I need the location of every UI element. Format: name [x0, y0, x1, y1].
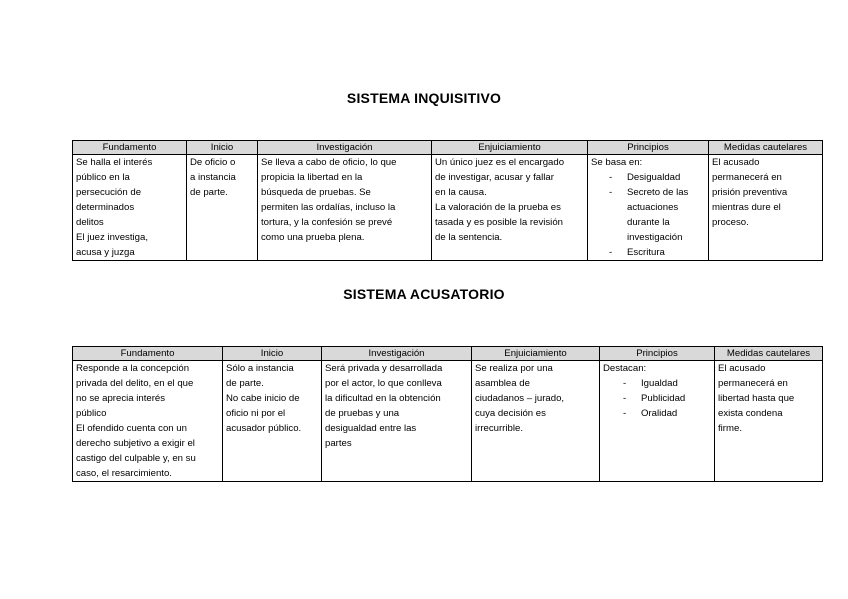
text-line: propicia la libertad en la — [261, 172, 363, 183]
text-line: proceso. — [712, 217, 749, 228]
text-line: libertad hasta que — [718, 393, 795, 404]
header-principios: Principios — [588, 141, 709, 155]
text-line: oficio ni por el — [226, 408, 286, 419]
text-line: permiten las ordalías, incluso la — [261, 202, 396, 213]
text-line: desigualdad entre las — [325, 423, 417, 434]
text-line: cuya decisión es — [475, 408, 546, 419]
text-line: prisión preventiva — [712, 187, 788, 198]
text-line: La valoración de la prueba es — [435, 202, 561, 213]
text-line: Sólo a instancia — [226, 363, 294, 374]
text-line: Se realiza por una — [475, 363, 553, 374]
cell-principios — [600, 361, 715, 482]
list-item: - Desigualdad — [591, 170, 705, 185]
text-line: permanecerá en — [718, 378, 788, 389]
header-fundamento: Fundamento — [73, 141, 187, 155]
header-inicio: Inicio — [187, 141, 258, 155]
text-line: por el actor, lo que conlleva — [325, 378, 442, 389]
header-fundamento: Fundamento — [73, 347, 223, 361]
header-inicio: Inicio — [223, 347, 322, 361]
cell-medidas-cautelares — [715, 361, 823, 482]
text-line: la dificultad en la obtención — [325, 393, 441, 404]
cell-inicio — [223, 361, 322, 482]
text-line: Responde a la concepción — [76, 363, 190, 374]
text-line: El juez investiga, — [76, 232, 148, 243]
table-sistema-inquisitivo — [72, 140, 823, 261]
text-line: ciudadanos – jurado, — [475, 393, 565, 404]
text-line: asamblea de — [475, 378, 530, 389]
cell-inicio — [187, 155, 258, 261]
list-item: - Secreto de las — [591, 185, 705, 200]
table-header-row — [73, 347, 823, 361]
text-line: en la causa. — [435, 187, 487, 198]
text-line: búsqueda de pruebas. Se — [261, 187, 371, 198]
text-line: de parte. — [226, 378, 264, 389]
header-enjuiciamiento: Enjuiciamiento — [432, 141, 588, 155]
text-line: No cabe inicio de — [226, 393, 300, 404]
cell-fundamento — [73, 361, 223, 482]
header-enjuiciamiento: Enjuiciamiento — [472, 347, 600, 361]
cell-medidas-cautelares — [709, 155, 823, 261]
text-line: Un único juez es el encargado — [435, 157, 565, 168]
header-medidas-cautelares: Medidas cautelares — [715, 347, 823, 361]
cell-enjuiciamiento — [472, 361, 600, 482]
text-line: a instancia — [190, 172, 236, 183]
text-line: acusador público. — [226, 423, 302, 434]
cell-investigacion — [322, 361, 472, 482]
text-line: El ofendido cuenta con un — [76, 423, 187, 434]
text-line: público — [76, 408, 107, 419]
list-item: - Escritura — [591, 245, 705, 260]
text-line: caso, el resarcimiento. — [76, 468, 172, 479]
text-line: de investigar, acusar y fallar — [435, 172, 554, 183]
text-line: De oficio o — [190, 157, 236, 168]
header-investigacion: Investigación — [258, 141, 432, 155]
text-line: permanecerá en — [712, 172, 782, 183]
text-line: de pruebas y una — [325, 408, 400, 419]
header-investigacion: Investigación — [322, 347, 472, 361]
text-line: El acusado — [718, 363, 766, 374]
principios-intro: Se basa en: — [591, 157, 643, 168]
title-sistema-acusatorio: SISTEMA ACUSATORIO — [343, 286, 505, 302]
title-sistema-inquisitivo: SISTEMA INQUISITIVO — [346, 90, 502, 106]
text-line: Se lleva a cabo de oficio, lo que — [261, 157, 397, 168]
list-item: - Oralidad — [603, 406, 711, 421]
text-line: castigo del culpable y, en su — [76, 453, 196, 464]
text-line: irrecurrible. — [475, 423, 523, 434]
text-line: público en la — [76, 172, 130, 183]
text-line: delitos — [76, 217, 104, 228]
principios-list — [603, 376, 711, 421]
text-line: Se halla el interés — [76, 157, 153, 168]
principios-list — [591, 245, 705, 260]
text-line: mientras dure el — [712, 202, 781, 213]
list-item-continuation: durante la — [627, 217, 670, 228]
text-line: acusa y juzga — [76, 247, 135, 258]
text-line: determinados — [76, 202, 135, 213]
table-row — [73, 361, 823, 482]
cell-investigacion — [258, 155, 432, 261]
text-line: El acusado — [712, 157, 760, 168]
principios-intro: Destacan: — [603, 363, 647, 374]
table-header-row — [73, 141, 823, 155]
table-row — [73, 155, 823, 261]
header-principios: Principios — [600, 347, 715, 361]
cell-principios — [588, 155, 709, 261]
text-line: partes — [325, 438, 352, 449]
text-line: tortura, y la confesión se prevé — [261, 217, 393, 228]
text-line: firme. — [718, 423, 742, 434]
text-line: de la sentencia. — [435, 232, 503, 243]
cell-fundamento — [73, 155, 187, 261]
list-item-continuation: actuaciones — [627, 202, 679, 213]
text-line: exista condena — [718, 408, 783, 419]
list-item: - Igualdad — [603, 376, 711, 391]
list-item: - Publicidad — [603, 391, 711, 406]
text-line: no se aprecia interés — [76, 393, 166, 404]
cell-enjuiciamiento — [432, 155, 588, 261]
text-line: derecho subjetivo a exigir el — [76, 438, 195, 449]
list-item-continuation: investigación — [627, 232, 683, 243]
header-medidas-cautelares: Medidas cautelares — [709, 141, 823, 155]
text-line: como una prueba plena. — [261, 232, 365, 243]
text-line: Será privada y desarrollada — [325, 363, 443, 374]
principios-list — [591, 170, 705, 200]
table-sistema-acusatorio — [72, 346, 823, 482]
text-line: privada del delito, en el que — [76, 378, 194, 389]
text-line: persecución de — [76, 187, 142, 198]
text-line: tasada y es posible la revisión — [435, 217, 563, 228]
text-line: de parte. — [190, 187, 228, 198]
